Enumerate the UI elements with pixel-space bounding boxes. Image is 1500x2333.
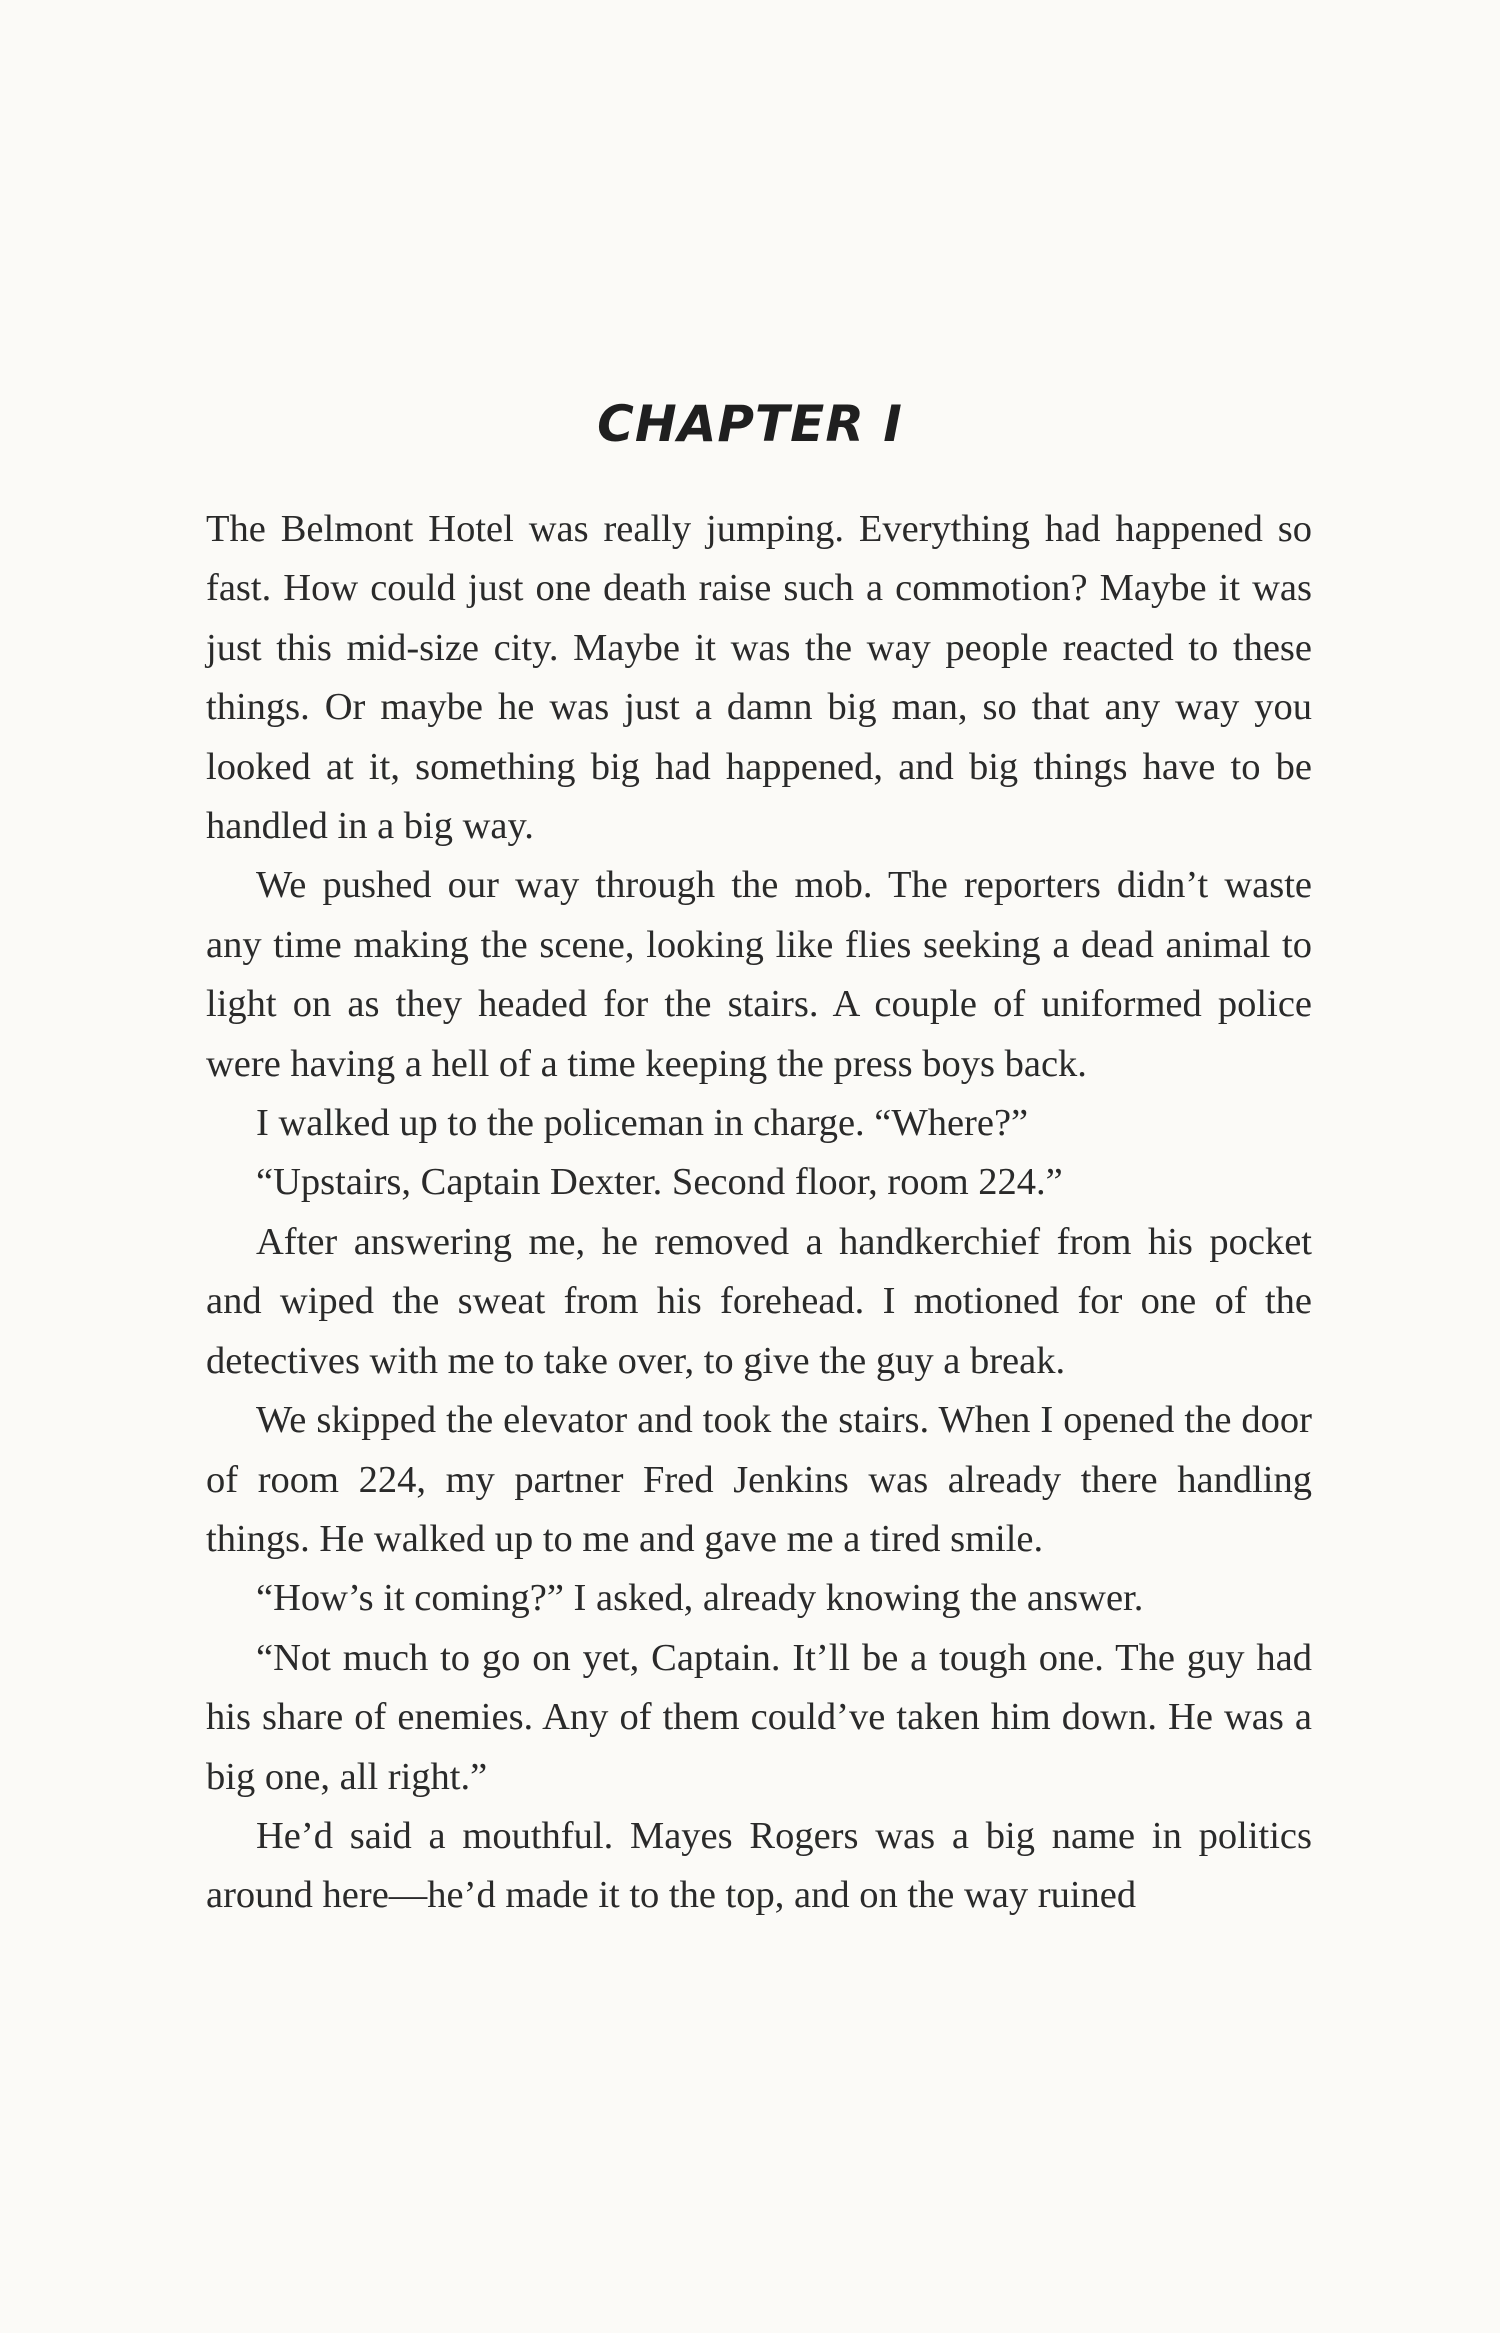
paragraph-8: “Not much to go on yet, Captain. It’ll be a tough one. The guy had his share of enemies. Any of them could’ve taken him down. He was a big one, all right.” [206,1636,1312,1798]
chapter-title: CHAPTER I [597,395,903,453]
paragraph-7: “How’s it coming?” I asked, already knowing the answer. [256,1577,1144,1620]
paragraph-2: We pushed our way through the mob. The reporters didn’t waste any time making the scene, looking like flies seeking a dead animal to light on as they headed for the stairs. A couple of uniformed police were having a hell of a time keeping the press boys back. [206,864,1312,1085]
paragraph-5: After answering me, he removed a handkerchief from his pocket and wiped the sweat from his forehead. I motioned for one of the detectives with me to take over, to give the guy a break. [206,1220,1312,1382]
paragraph-4: “Upstairs, Captain Dexter. Second floor, room 224.” [256,1161,1063,1204]
paragraph-9: He’d said a mouthful. Mayes Rogers was a big name in politics around here—he’d made it to the top, and on the way ruined [206,1814,1312,1917]
paragraph-1: The Belmont Hotel was really jumping. Everything had happened so fast. How could just one death raise such a commotion? Maybe it was just this mid-size city. Maybe it was the way people reacted to these things. Or maybe he was just a damn big man, so that any way you looked at it, something big had happened, and big things have to be handled in a big way. [206,508,1312,848]
chapter-body [206,500,1312,1926]
paragraph-3: I walked up to the policeman in charge. “Where?” [256,1102,1029,1145]
paragraph-6: We skipped the elevator and took the stairs. When I opened the door of room 224, my partner Fred Jenkins was already there handling things. He walked up to me and gave me a tired smile. [206,1399,1312,1560]
